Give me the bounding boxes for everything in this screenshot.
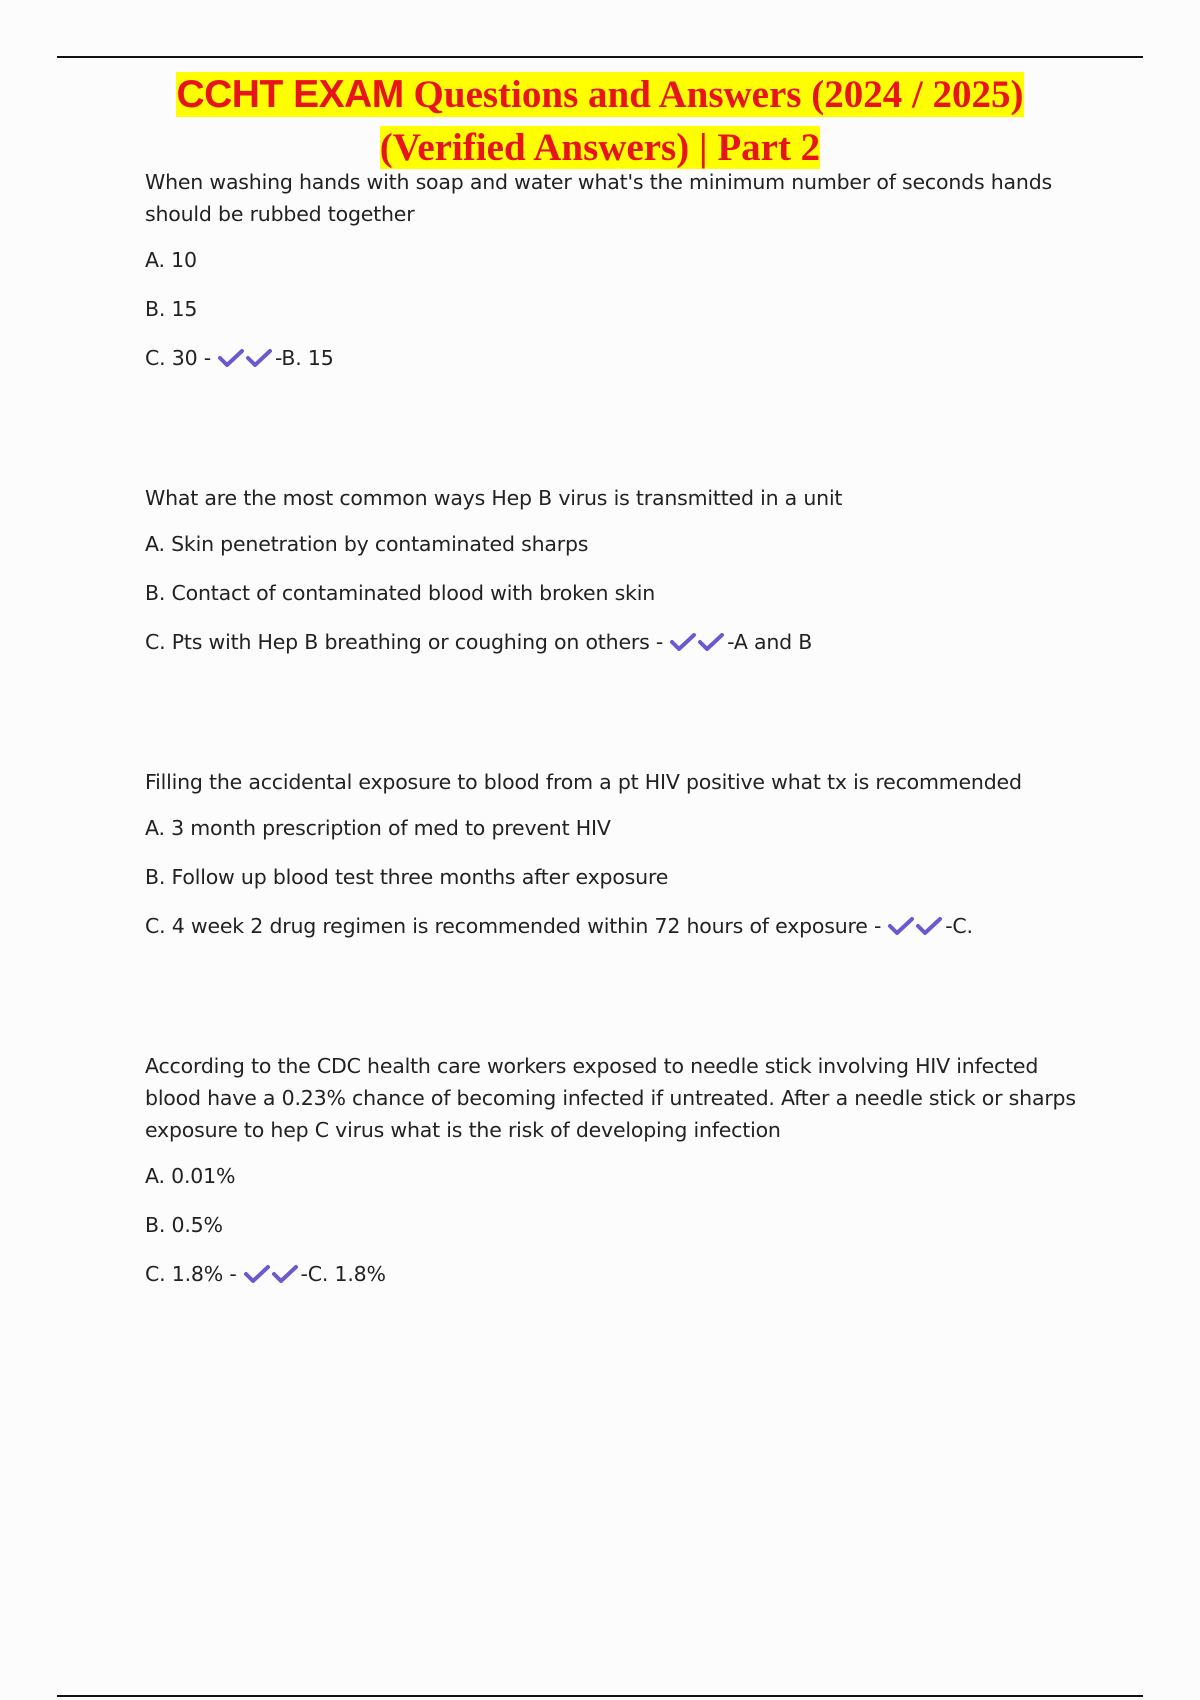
- option-a: A. 0.01%: [145, 1164, 236, 1188]
- answer-checks: [243, 1262, 299, 1294]
- option-a: A. 10: [145, 248, 197, 272]
- check-mark-icon: [271, 1263, 299, 1285]
- check-mark-icon: [887, 915, 915, 937]
- option-a: A. Skin penetration by contaminated sharps: [145, 532, 589, 556]
- answer-text: -B. 15: [274, 346, 334, 370]
- option-c: C. Pts with Hep B breathing or coughing on others -: [145, 630, 664, 654]
- option-c-with-answer: [145, 342, 1095, 378]
- answer-checks: [669, 630, 725, 662]
- answer-text: -A and B: [727, 630, 813, 654]
- option-a: A. 3 month prescription of med to prevent HIV: [145, 816, 611, 840]
- option-c-with-answer: [145, 626, 1095, 662]
- option-c: C. 4 week 2 drug regimen is recommended within 72 hours of exposure -: [145, 914, 882, 938]
- bottom-rule: [57, 1695, 1143, 1697]
- option-b: B. Follow up blood test three months after exposure: [145, 865, 669, 889]
- document-title: [0, 72, 1200, 178]
- questions-list: [145, 166, 1095, 1398]
- check-mark-icon: [217, 347, 245, 369]
- option-b: B. 0.5%: [145, 1213, 223, 1237]
- title-part-a: CCHT EXAM: [176, 73, 404, 116]
- top-rule: [57, 56, 1143, 58]
- question-text: What are the most common ways Hep B virus is transmitted in a unit: [145, 486, 843, 510]
- title-part-b: Questions and Answers (2024 / 2025): [403, 73, 1024, 116]
- answer-checks: [217, 346, 273, 378]
- check-mark-icon: [915, 915, 943, 937]
- title-line-2: (Verified Answers) | Part 2: [379, 126, 821, 169]
- question-text: Filling the accidental exposure to blood from a pt HIV positive what tx is recommended: [145, 770, 1022, 794]
- question-2: [145, 482, 1095, 662]
- question-1: [145, 166, 1095, 378]
- answer-checks: [887, 914, 943, 946]
- check-mark-icon: [697, 631, 725, 653]
- option-c: C. 30 -: [145, 346, 211, 370]
- option-b: B. 15: [145, 297, 198, 321]
- option-c: C. 1.8% -: [145, 1262, 237, 1286]
- option-b: B. Contact of contaminated blood with broken skin: [145, 581, 656, 605]
- option-c-with-answer: [145, 1258, 1095, 1294]
- answer-text: -C. 1.8%: [300, 1262, 386, 1286]
- question-4: [145, 1050, 1095, 1294]
- check-mark-icon: [669, 631, 697, 653]
- question-3: [145, 766, 1095, 946]
- question-text: When washing hands with soap and water what's the minimum number of seconds hands should be rubbed together: [145, 170, 1052, 226]
- question-text: According to the CDC health care workers exposed to needle stick involving HIV infected blood have a 0.23% chance of becoming infected if untreated. After a needle stick or sharps exposure to hep C virus what is the risk of developing infection: [145, 1054, 1076, 1142]
- check-mark-icon: [245, 347, 273, 369]
- option-c-with-answer: [145, 910, 1095, 946]
- check-mark-icon: [243, 1263, 271, 1285]
- answer-text: -C.: [945, 914, 973, 938]
